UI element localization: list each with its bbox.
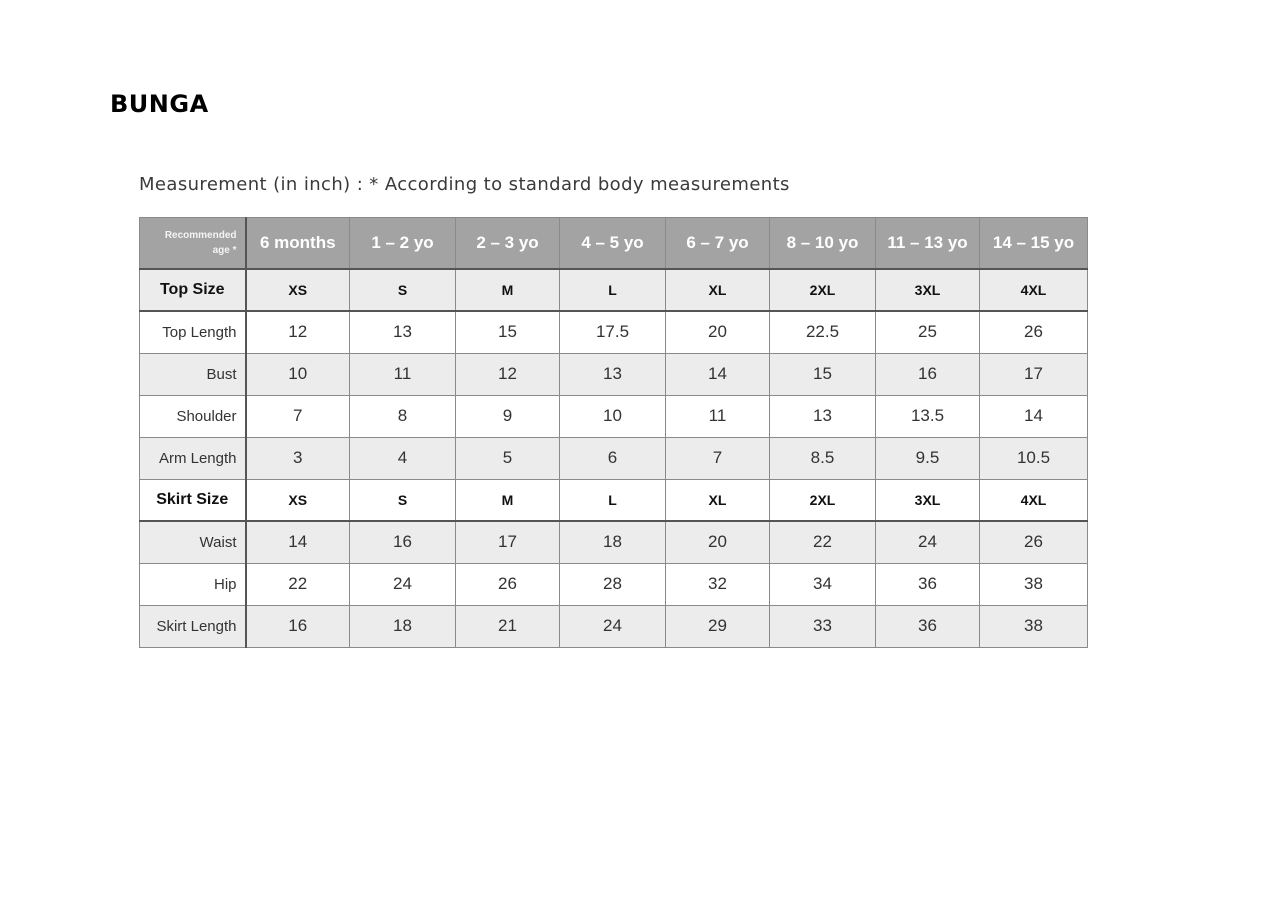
header-row xyxy=(140,218,1088,270)
table-cell: 3XL xyxy=(876,269,980,311)
table-cell: XS xyxy=(246,479,350,521)
table-cell: 13 xyxy=(770,395,876,437)
table-cell: 18 xyxy=(560,521,666,563)
table-cell: 18 xyxy=(350,605,456,647)
table-cell: 25 xyxy=(876,311,980,353)
table-body xyxy=(140,269,1088,647)
recommended-age-header xyxy=(140,218,246,270)
table-cell: 10.5 xyxy=(980,437,1088,479)
age-header: 1 – 2 yo xyxy=(350,218,456,270)
table-cell: 14 xyxy=(246,521,350,563)
table-cell: 4 xyxy=(350,437,456,479)
recommended-age-label-2: age * xyxy=(212,245,237,256)
table-cell: 3XL xyxy=(876,479,980,521)
table-cell: 10 xyxy=(246,353,350,395)
table-cell: 2XL xyxy=(770,269,876,311)
table-cell: 13 xyxy=(350,311,456,353)
table-cell: 24 xyxy=(876,521,980,563)
table-cell: 9.5 xyxy=(876,437,980,479)
table-cell: 5 xyxy=(456,437,560,479)
table-cell: 8.5 xyxy=(770,437,876,479)
table-cell: 29 xyxy=(666,605,770,647)
table-cell: 16 xyxy=(350,521,456,563)
table-cell: 15 xyxy=(770,353,876,395)
table-cell: 3 xyxy=(246,437,350,479)
table-cell: 26 xyxy=(980,521,1088,563)
table-cell: 34 xyxy=(770,563,876,605)
table-cell: 13.5 xyxy=(876,395,980,437)
row-label: Hip xyxy=(140,563,246,605)
table-row xyxy=(140,437,1088,479)
table-cell: M xyxy=(456,479,560,521)
row-label: Shoulder xyxy=(140,395,246,437)
table-cell: 38 xyxy=(980,563,1088,605)
table-cell: 21 xyxy=(456,605,560,647)
document-title: BUNGA xyxy=(110,90,209,118)
table-cell: S xyxy=(350,479,456,521)
table-cell: 8 xyxy=(350,395,456,437)
table-cell: 9 xyxy=(456,395,560,437)
row-label: Waist xyxy=(140,521,246,563)
table-cell: 4XL xyxy=(980,479,1088,521)
table-row xyxy=(140,563,1088,605)
measurement-note: Measurement (in inch) : * According to standard body measurements xyxy=(139,174,790,195)
age-header: 2 – 3 yo xyxy=(456,218,560,270)
table-cell: 22.5 xyxy=(770,311,876,353)
table-cell: 14 xyxy=(666,353,770,395)
table-cell: 17 xyxy=(980,353,1088,395)
table-cell: 16 xyxy=(876,353,980,395)
table-row xyxy=(140,269,1088,311)
table-cell: 17 xyxy=(456,521,560,563)
table-cell: XL xyxy=(666,479,770,521)
table-row xyxy=(140,479,1088,521)
table-cell: L xyxy=(560,479,666,521)
age-header: 4 – 5 yo xyxy=(560,218,666,270)
table-cell: 7 xyxy=(666,437,770,479)
table-cell: 20 xyxy=(666,521,770,563)
row-label: Arm Length xyxy=(140,437,246,479)
table-cell: 20 xyxy=(666,311,770,353)
table-row xyxy=(140,605,1088,647)
table-cell: 11 xyxy=(666,395,770,437)
table-cell: 38 xyxy=(980,605,1088,647)
table-cell: L xyxy=(560,269,666,311)
table-cell: 36 xyxy=(876,563,980,605)
table-cell: 10 xyxy=(560,395,666,437)
table-row xyxy=(140,311,1088,353)
size-chart-table xyxy=(139,217,1088,648)
age-header: 14 – 15 yo xyxy=(980,218,1088,270)
age-header: 8 – 10 yo xyxy=(770,218,876,270)
table-cell: 15 xyxy=(456,311,560,353)
table-cell: 17.5 xyxy=(560,311,666,353)
table-cell: 6 xyxy=(560,437,666,479)
row-label: Skirt Size xyxy=(140,479,246,521)
age-header: 6 – 7 yo xyxy=(666,218,770,270)
row-label: Skirt Length xyxy=(140,605,246,647)
table-cell: M xyxy=(456,269,560,311)
row-label: Bust xyxy=(140,353,246,395)
table-row xyxy=(140,521,1088,563)
table-cell: 36 xyxy=(876,605,980,647)
table-cell: 22 xyxy=(770,521,876,563)
table-cell: 33 xyxy=(770,605,876,647)
row-label: Top Size xyxy=(140,269,246,311)
table-cell: 24 xyxy=(560,605,666,647)
table-cell: S xyxy=(350,269,456,311)
table-cell: 24 xyxy=(350,563,456,605)
table-cell: XS xyxy=(246,269,350,311)
table-cell: 11 xyxy=(350,353,456,395)
recommended-age-label: Recommended xyxy=(164,230,237,241)
table-cell: 12 xyxy=(456,353,560,395)
row-label: Top Length xyxy=(140,311,246,353)
table-cell: XL xyxy=(666,269,770,311)
table-cell: 22 xyxy=(246,563,350,605)
table-cell: 32 xyxy=(666,563,770,605)
age-header: 11 – 13 yo xyxy=(876,218,980,270)
table-cell: 12 xyxy=(246,311,350,353)
table-cell: 28 xyxy=(560,563,666,605)
table-row xyxy=(140,395,1088,437)
table-row xyxy=(140,353,1088,395)
table-cell: 13 xyxy=(560,353,666,395)
table-cell: 16 xyxy=(246,605,350,647)
table-cell: 4XL xyxy=(980,269,1088,311)
table-cell: 26 xyxy=(456,563,560,605)
table-cell: 2XL xyxy=(770,479,876,521)
table-cell: 7 xyxy=(246,395,350,437)
age-header: 6 months xyxy=(246,218,350,270)
table-cell: 26 xyxy=(980,311,1088,353)
table-cell: 14 xyxy=(980,395,1088,437)
